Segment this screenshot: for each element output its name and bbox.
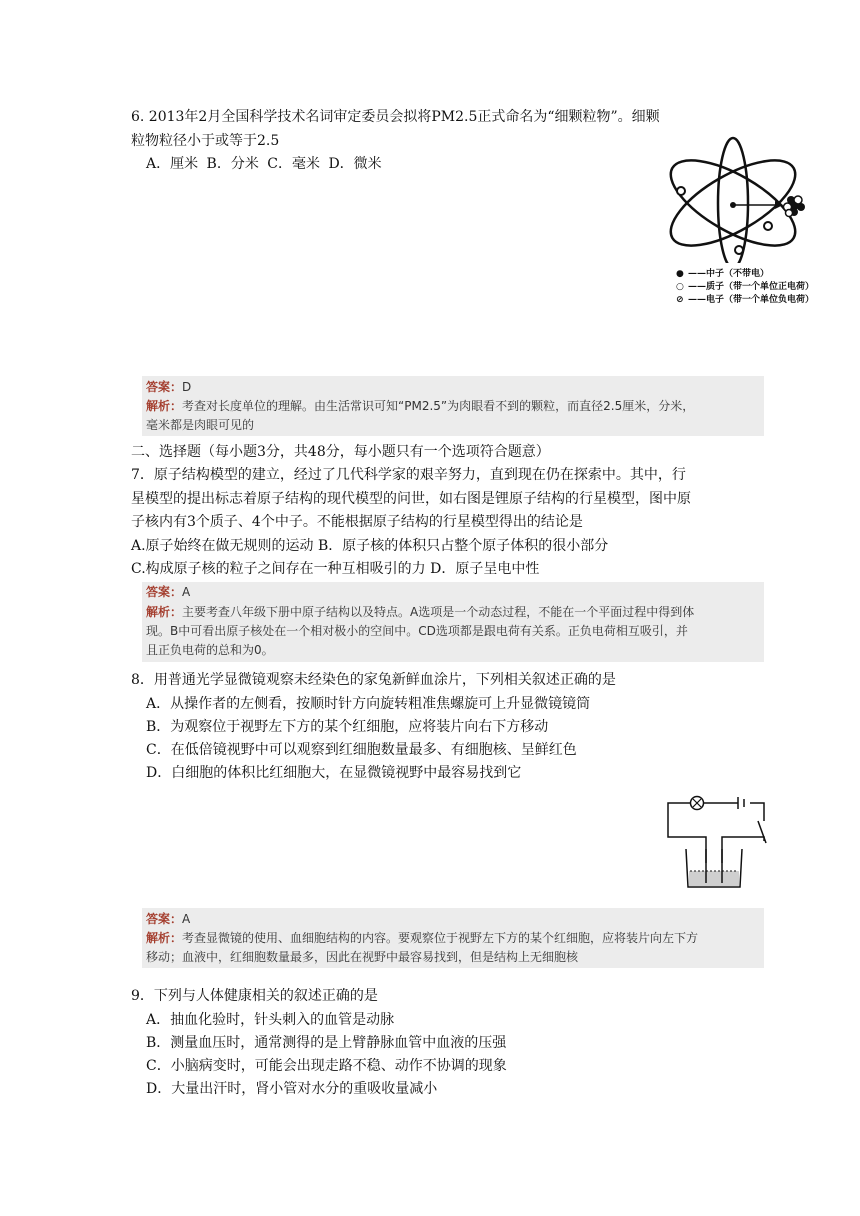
- proton-symbol-icon: ○: [676, 282, 684, 292]
- q9-option-c: C．小脑病变时，可能会出现走路不稳、动作不协调的现象: [146, 1058, 507, 1074]
- q6-stem-line2: 粒物粒径小于或等于2.5: [131, 133, 280, 149]
- legend-neutron: ——中子（不带电）: [688, 269, 770, 279]
- q8-option-b: B．为观察位于视野左下方的某个红细胞，应将装片向右下方移动: [146, 719, 549, 735]
- q9-stem: 9．下列与人体健康相关的叙述正确的是: [131, 988, 378, 1004]
- electron: [764, 222, 772, 230]
- legend-electron: ——电子（带一个单位负电荷）: [688, 295, 815, 305]
- q9-option-b: B．测量血压时，通常测得的是上臂静脉血管中血液的压强: [146, 1035, 507, 1051]
- electron-orbit: [718, 138, 748, 263]
- analysis-label: 解析：: [146, 399, 183, 413]
- q9-option-a: A．抽血化验时，针头刺入的血管是动脉: [146, 1012, 395, 1028]
- q6-answer: D: [182, 380, 192, 394]
- q8-answer: A: [182, 912, 191, 926]
- circuit-diagram: [660, 793, 775, 893]
- q7-options-cd: C.构成原子核的粒子之间存在一种互相吸引的力 D．原子呈电中性: [131, 561, 540, 577]
- q6-analysis-line2: 毫米都是肉眼可见的: [146, 418, 255, 432]
- q7-answer: A: [182, 585, 191, 599]
- q6-options: A．厘米 B．分米 C．毫米 D．微米: [146, 156, 382, 172]
- beaker-icon: [686, 849, 742, 887]
- q8-analysis-line1: 考查显微镜的使用、血细胞结构的内容。要观察位于视野左下方的某个红细胞，应将装片向左下方: [182, 931, 699, 945]
- legend-proton: ——质子（带一个单位正电荷）: [688, 282, 815, 292]
- q7-options-ab: A.原子始终在做无规则的运动 B．原子核的体积只占整个原子体积的很小部分: [131, 538, 609, 554]
- q6-answer-block: [142, 376, 764, 436]
- section-2-heading: 二、选择题（每小题3分，共48分，每小题只有一个选项符合题意）: [131, 444, 550, 460]
- q6-stem-line1: 6. 2013年2月全国科学技术名词审定委员会拟将PM2.5正式命名为“细颗粒物”。细颗: [131, 109, 660, 125]
- q7-stem-line1: 7．原子结构模型的建立，经过了几代科学家的艰辛努力，直到现在仍在探索中。其中，行: [131, 467, 686, 483]
- q8-answer-block: [142, 908, 764, 968]
- analysis-label: 解析：: [146, 931, 183, 945]
- analysis-label: 解析：: [146, 605, 183, 619]
- q9-option-d: D．大量出汗时，肾小管对水分的重吸收量减小: [146, 1081, 438, 1097]
- q8-option-d: D．白细胞的体积比红细胞大，在显微镜视野中最容易找到它: [146, 765, 522, 781]
- q7-answer-block: [142, 582, 764, 662]
- q7-analysis-line2: 现。B中可看出原子核处在一个相对极小的空间中。CD选项都是跟电荷有关系。正负电荷相互吸引，并: [146, 624, 688, 638]
- q8-stem: 8．用普通光学显微镜观察未经染色的家兔新鲜血涂片，下列相关叙述正确的是: [131, 672, 616, 688]
- lithium-atom-diagram: [665, 128, 825, 263]
- q6-analysis-line1: 考查对长度单位的理解。由生活常识可知“PM2.5”为肉眼看不到的颗粒，而直径2.5厘米，分米，: [182, 399, 695, 413]
- neutron-symbol-icon: ●: [676, 269, 684, 279]
- electron: [735, 246, 743, 254]
- q8-analysis-line2: 移动；血液中，红细胞数量最多，因此在视野中最容易找到，但是结构上无细胞核: [146, 950, 579, 964]
- q8-option-a: A．从操作者的左侧看，按顺时针方向旋转粗准焦螺旋可上升显微镜镜筒: [146, 696, 591, 712]
- q7-stem-line2: 星模型的提出标志着原子结构的现代模型的问世，如右图是锂原子结构的行星模型，图中原: [131, 491, 691, 507]
- q8-option-c: C．在低倍镜视野中可以观察到红细胞数量最多、有细胞核、呈鲜红色: [146, 742, 577, 758]
- q7-stem-line3: 子核内有3个质子、4个中子。不能根据原子结构的行星模型得出的结论是: [131, 514, 583, 530]
- q7-analysis-line3: 且正负电荷的总和为0。: [146, 643, 274, 657]
- answer-label: 答案：: [146, 380, 183, 394]
- answer-label: 答案：: [146, 912, 183, 926]
- electron: [677, 187, 685, 195]
- electron-symbol-icon: ⊘: [676, 295, 684, 305]
- q7-analysis-line1: 主要考查八年级下册中原子结构以及特点。A选项是一个动态过程，不能在一个平面过程中得到体: [182, 605, 695, 619]
- nucleus-magnified: [784, 196, 806, 217]
- atom-legend: [676, 268, 814, 307]
- answer-label: 答案：: [146, 585, 183, 599]
